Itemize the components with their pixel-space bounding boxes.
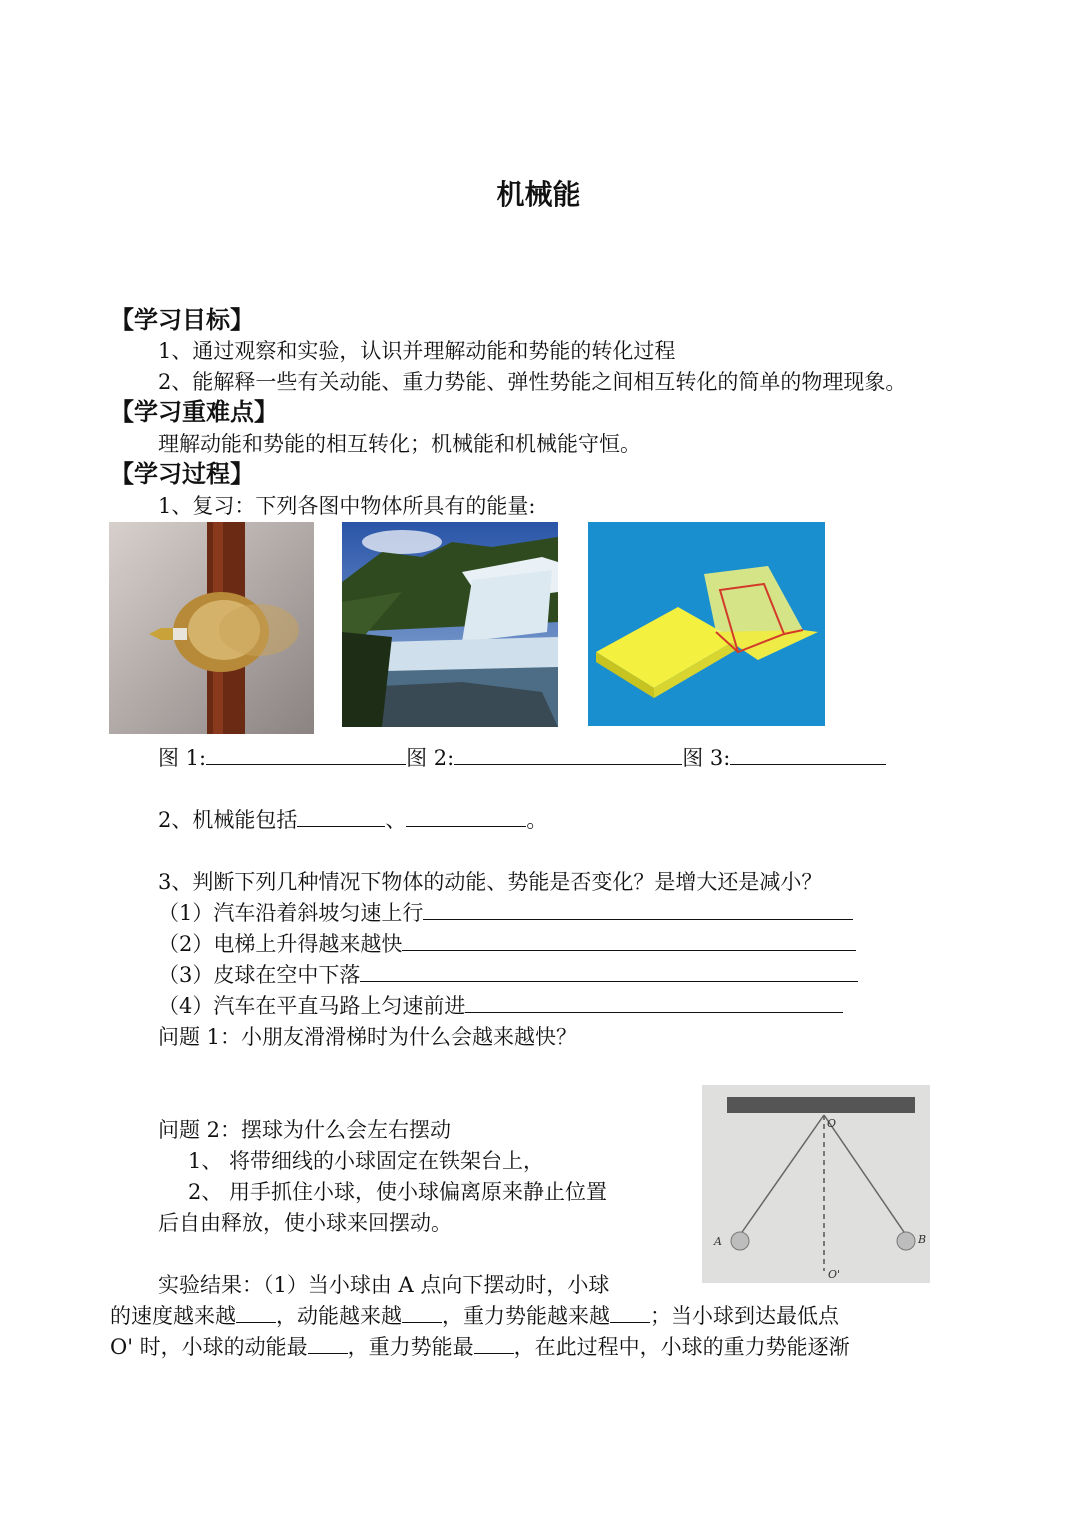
figure-answer-row xyxy=(158,746,886,771)
blank-potential[interactable] xyxy=(610,1304,650,1323)
result-text-kinetic: ，动能越来越 xyxy=(276,1304,402,1328)
case-row-2 xyxy=(158,932,856,957)
case-answer-blank-2[interactable] xyxy=(402,932,856,951)
q2-prefix: 2、机械能包括 xyxy=(158,808,298,832)
case-row-3 xyxy=(158,963,858,988)
section-heading-goals: 【学习目标】 xyxy=(110,306,254,334)
pendulum-diagram xyxy=(702,1085,930,1283)
case-answer-blank-4[interactable] xyxy=(465,994,843,1013)
q2-end: 。 xyxy=(526,808,548,832)
question-2: 问题 2：摆球为什么会左右摆动 xyxy=(158,1118,452,1142)
mechanical-energy-question xyxy=(158,808,547,833)
case-answer-blank-3[interactable] xyxy=(360,963,858,982)
q2-blank-1[interactable] xyxy=(297,808,385,827)
goal-item-2: 2、能解释一些有关动能、重力势能、弹性势能之间相互转化的简单的物理现象。 xyxy=(158,370,907,394)
result-text-potential-min: ，重力势能最 xyxy=(347,1335,474,1359)
case-text-1: （1）汽车沿着斜坡匀速上行 xyxy=(158,901,424,925)
case-row-1 xyxy=(158,901,853,926)
case-text-2: （2）电梯上升得越来越快 xyxy=(158,932,403,956)
step-2-continued: 后自由释放，使小球来回摆动。 xyxy=(158,1211,452,1235)
case-text-4: （4）汽车在平直马路上匀速前进 xyxy=(158,994,466,1018)
figure-1-bullet-image xyxy=(109,522,314,734)
result-line-1: 实验结果：（1）当小球由 A 点向下摆动时，小球 xyxy=(158,1273,610,1297)
pendulum-label-o: O xyxy=(827,1117,837,1130)
figure-3-answer-blank[interactable] xyxy=(730,746,886,765)
q2-blank-2[interactable] xyxy=(406,808,526,827)
review-prompt: 1、复习：下列各图中物体所具有的能量: xyxy=(158,494,536,518)
section-heading-process: 【学习过程】 xyxy=(110,460,254,488)
result-text-potential: ，重力势能越来越 xyxy=(442,1304,610,1328)
q2-separator: 、 xyxy=(385,808,407,832)
figure-3-bent-board-image xyxy=(588,522,825,726)
q3-prompt: 3、判断下列几种情况下物体的动能、势能是否变化？是增大还是减小？ xyxy=(158,870,823,894)
figure-1-label: 图 1: xyxy=(158,746,207,770)
pendulum-label-b: B xyxy=(918,1233,927,1246)
pendulum-label-a: A xyxy=(714,1235,722,1248)
page-title: 机械能 xyxy=(496,178,581,211)
section-heading-key: 【学习重难点】 xyxy=(110,398,278,426)
result-text-process: ，在此过程中，小球的重力势能逐渐 xyxy=(513,1335,850,1359)
case-text-3: （3）皮球在空中下落 xyxy=(158,963,361,987)
blank-speed[interactable] xyxy=(236,1304,276,1323)
figure-3-label: 图 3: xyxy=(682,746,731,770)
figure-2-label: 图 2: xyxy=(406,746,455,770)
step-2: 2、 用手抓住小球，使小球偏离原来静止位置 xyxy=(188,1180,608,1204)
result-line-2 xyxy=(110,1304,839,1329)
result-text-lowest-point: ；当小球到达最低点 xyxy=(650,1304,839,1328)
key-points-text: 理解动能和势能的相互转化；机械能和机械能守恒。 xyxy=(158,432,641,456)
blank-kinetic[interactable] xyxy=(402,1304,442,1323)
figure-2-waterfall-image xyxy=(342,522,558,727)
figure-2-answer-blank[interactable] xyxy=(454,746,682,765)
case-row-4 xyxy=(158,994,843,1019)
result-text-kinetic-max: O' 时，小球的动能最 xyxy=(110,1335,308,1359)
step-1: 1、 将带细线的小球固定在铁架台上， xyxy=(188,1149,545,1173)
question-1: 问题 1：小朋友滑滑梯时为什么会越来越快？ xyxy=(158,1025,578,1049)
blank-kinetic-max[interactable] xyxy=(308,1335,348,1354)
result-line-3 xyxy=(110,1335,850,1360)
pendulum-label-o-prime: O' xyxy=(828,1268,841,1281)
case-answer-blank-1[interactable] xyxy=(423,901,853,920)
blank-potential-min[interactable] xyxy=(474,1335,514,1354)
result-text-speed: 的速度越来越 xyxy=(110,1304,236,1328)
goal-item-1: 1、通过观察和实验，认识并理解动能和势能的转化过程 xyxy=(158,339,676,363)
figure-1-answer-blank[interactable] xyxy=(206,746,406,765)
